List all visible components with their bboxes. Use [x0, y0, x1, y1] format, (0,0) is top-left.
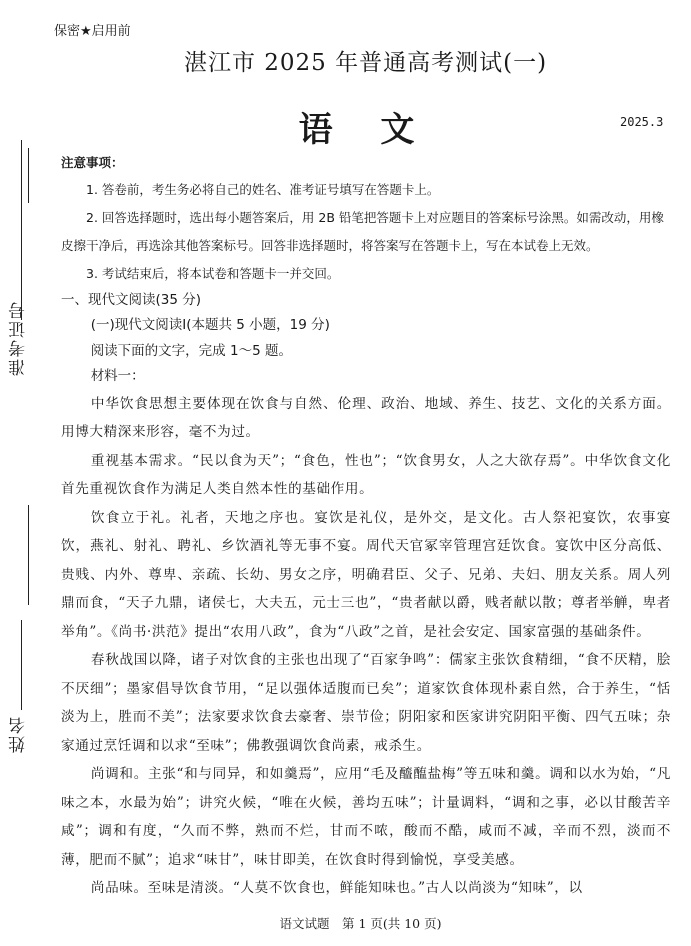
- exam-id-blank-line: [21, 140, 22, 320]
- passage-paragraph: 尚调和。主张“和与同异，和如羹焉”，应用“毛及醯醢盐梅”等五味和羹。调和以水为始，“凡味之本，水最为始”；讲究火候，“唯在火候，善均五味”；计量调料，“调和之事，必以甘酸苦辛咸”；调和有度，“久而不弊，熟而不烂，甘而不哝，酸而不酷，咸而不减，辛而不烈，淡而不薄，肥而不腻”；追求“味甘”，味甘即美，在饮食时得到愉悦，享受美感。: [61, 766, 671, 868]
- name-blank-line: [21, 620, 22, 710]
- document-body: [61, 150, 671, 903]
- subject-title: 语 文: [298, 110, 433, 150]
- section-heading: 一、现代文阅读(35 分): [61, 291, 202, 308]
- passage-paragraph: 重视基本需求。“民以食为天”；“食色，性也”；“饮食男女，人之大欲存焉”。中华饮食文化首先重视饮食作为满足人类自然本性的基础作用。: [61, 452, 671, 498]
- passage-paragraph: 尚品味。至味是清淡。“人莫不饮食也，鲜能知味也。”古人以尚淡为“知味”，以: [90, 880, 583, 897]
- exam-title: 湛江市 2025 年普通高考测试(一): [183, 50, 548, 76]
- exam-date: 2025.3: [620, 115, 664, 129]
- note-item: 3. 考试结束后，将本试卷和答题卡一并交回。: [86, 265, 340, 281]
- margin-divider: [28, 505, 29, 605]
- margin-divider: [28, 148, 29, 203]
- page-footer: 语文试题 第 1 页(共 10 页): [279, 916, 442, 931]
- notes-heading: 注意事项：: [61, 155, 124, 170]
- passage-paragraph: 中华饮食思想主要体现在饮食与自然、伦理、政治、地域、养生、技艺、文化的关系方面。用博大精深来形容，毫不为过。: [61, 395, 671, 441]
- name-label: 姓名: [9, 715, 29, 753]
- subsection-heading: (一)现代文阅读Ⅰ(本题共 5 小题，19 分): [90, 317, 330, 334]
- passage-paragraph: 春秋战国以降，诸子对饮食的主张也出现了“百家争鸣”：儒家主张饮食精细，“食不厌精，脍不厌细”；墨家倡导饮食节用，“足以强体适腹而已矣”；道家饮食体现朴素自然，合于养生，“恬淡为上，胜而不美”；法家要求饮食去豪奢、崇节俭；阴阳家和医家讲究阴阳平衡、四气五味；杂家通过烹饪调和以求“至味”；佛教强调饮食尚素，戒杀生。: [61, 652, 671, 754]
- confidential-label: 保密★启用前: [54, 24, 131, 39]
- note-item: 2. 回答选择题时，选出每小题答案后，用 2B 铅笔把答题卡上对应题目的答案标号涂黑。如需改动，用橡皮擦干净后，再选涂其他答案标号。回答非选择题时，将答案写在答题卡上，写在本试卷上无效。: [61, 209, 664, 253]
- note-item: 1. 答卷前，考生务必将自己的姓名、准考证号填写在答题卡上。: [86, 181, 440, 197]
- passage-paragraph: 饮食立于礼。礼者，天地之序也。宴饮是礼仪，是外交，是文化。古人祭祀宴饮，农事宴饮，燕礼、射礼、聘礼、乡饮酒礼等无事不宴。周代天官冢宰管理宫廷饮食。宴饮中区分高低、贵贱、内外、尊卑、亲疏、长幼、男女之序，明确君臣、父子、兄弟、夫妇、朋友关系。周人列鼎而食，“天子九鼎，诸侯七，大夫五，元士三也”，“贵者献以爵，贱者献以散；尊者举觯，卑者举角”。《尚书·洪范》提出“农用八政”，食为“八政”之首，是社会安定、国家富强的基础条件。: [61, 509, 671, 640]
- instruction: 阅读下面的文字，完成 1～5 题。: [90, 342, 292, 359]
- material-label: 材料一：: [90, 368, 145, 385]
- exam-id-label: 准考证号: [9, 300, 29, 376]
